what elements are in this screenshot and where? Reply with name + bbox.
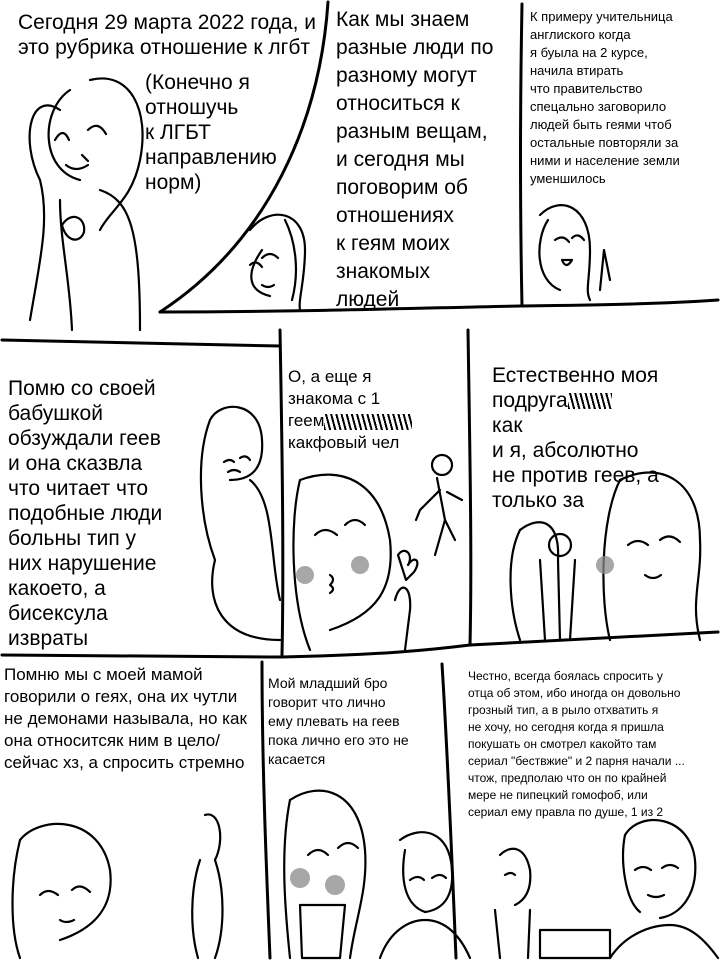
panel-9-caption: Честно, всегда боялась спросить у отца об этом, ибо иногда он довольно грозный тип, а в рыло отхватить я не хочу, но сегодня когда я пришла покушать он смотрел какойто там сериал "бествжие" и 2 парня начали ... чтож, предполаю что он по крайней мере не пипецкий гомофоб, или сериал ему правла по душе, 1 из 2: [468, 669, 685, 819]
panel-2-caption: Как мы знаем разные люди по разному могут относиться к разным вещам, и сегодня мы поговорим об отношениях к геям моих знакомых людей: [336, 8, 494, 311]
mom-sketch-icon: [13, 814, 223, 958]
panel-5-caption: [288, 344, 412, 454]
teacher-sketch-icon: [539, 205, 610, 300]
panel-4-caption: Помю со своей бабушкой обзуждали геев и она сказвла что читает что подобные люди больны тип у них нарушение какоето, а бисексула извраты: [8, 377, 163, 650]
panel-6-text-a: Естественно моя подруга: [492, 364, 659, 412]
censored-scribble: [324, 414, 412, 430]
dad-sketch-icon: [495, 820, 718, 958]
panel-5-text-b: какфовый чел: [288, 433, 400, 452]
panel-1-thought: (Конечно я отношучь к ЛГБТ направлению норм): [145, 71, 277, 194]
panel-6-text-b: как и я, абсолютно не против геев, а только за: [492, 414, 659, 512]
panel-1-caption: Сегодня 29 марта 2022 года, и это рубрика отношение к лгбт: [18, 11, 317, 59]
boy-sketch-icon: [416, 455, 462, 555]
girl-sketch-icon: [30, 78, 143, 330]
panel-3-caption: К примеру учительница англиского когда я буыла на 2 курсе, начила втирать что правительство спецально заговорило людей быть геями чтоб остальные повторяли за ними и население земли уменшилось: [530, 9, 680, 186]
panel-8-caption: Мой младший бро говорит что лично ему плевать на геев пока лично его это не касается: [268, 675, 409, 767]
panel-5-text-a: О, а еще я знакома с 1 геем: [288, 367, 381, 430]
girl-sketch-icon: [250, 215, 305, 310]
grandma-sketch-icon: [201, 407, 280, 640]
panel-6-caption: [492, 338, 659, 513]
panel-7-caption: Помню мы с моей мамой говорили о геях, она их чутли не демонами называла, но как она относитсяк ним в цело/ сейчас хз, а спросить стремно: [4, 665, 247, 772]
siblings-sketch-icon: [284, 791, 470, 958]
censored-scribble: [568, 393, 612, 409]
